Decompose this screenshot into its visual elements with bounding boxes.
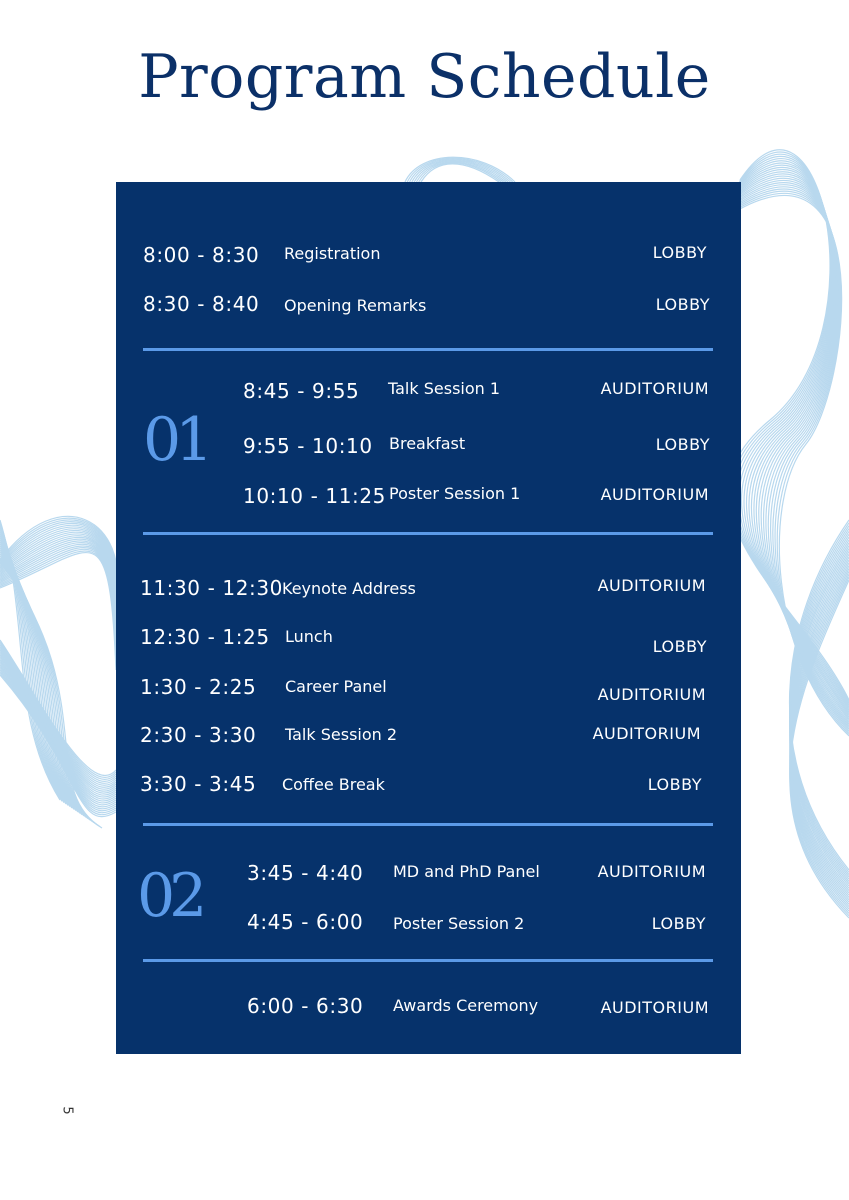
page-number: 5 <box>59 1106 75 1115</box>
session-location: AUDITORIUM <box>597 576 706 595</box>
session-activity: Career Panel <box>285 677 387 696</box>
schedule-panel <box>116 182 741 1054</box>
section-divider <box>143 348 713 351</box>
session-location: LOBBY <box>652 637 707 656</box>
session-time: 3:45 - 4:40 <box>247 861 364 885</box>
session-activity: Awards Ceremony <box>393 996 539 1015</box>
session-time: 2:30 - 3:30 <box>140 723 257 747</box>
session-activity: Poster Session 2 <box>393 914 525 933</box>
block-number: 02 <box>137 861 202 931</box>
session-activity: Talk Session 1 <box>388 379 501 398</box>
session-time: 8:45 - 9:55 <box>243 379 360 403</box>
session-location: LOBBY <box>651 914 706 933</box>
session-activity: Registration <box>284 244 381 263</box>
session-activity: Coffee Break <box>282 775 385 794</box>
session-location: AUDITORIUM <box>597 685 706 704</box>
session-time: 10:10 - 11:25 <box>243 484 387 508</box>
session-time: 12:30 - 1:25 <box>140 625 270 649</box>
session-time: 1:30 - 2:25 <box>140 675 257 699</box>
session-activity: Opening Remarks <box>284 296 427 315</box>
session-location: AUDITORIUM <box>600 485 709 504</box>
session-location: AUDITORIUM <box>600 998 709 1017</box>
session-location: AUDITORIUM <box>600 379 709 398</box>
session-time: 3:30 - 3:45 <box>140 772 257 796</box>
session-location: LOBBY <box>655 295 710 314</box>
session-location: LOBBY <box>655 435 710 454</box>
session-activity: Poster Session 1 <box>389 484 521 503</box>
session-time: 8:30 - 8:40 <box>143 292 260 316</box>
session-activity: Lunch <box>285 627 333 646</box>
session-location: AUDITORIUM <box>592 724 701 743</box>
page-title: Program Schedule <box>138 42 711 112</box>
session-time: 4:45 - 6:00 <box>247 910 364 934</box>
session-location: AUDITORIUM <box>597 862 706 881</box>
session-activity: Breakfast <box>389 434 466 453</box>
block-number: 01 <box>143 405 208 475</box>
session-time: 11:30 - 12:30 <box>140 576 284 600</box>
section-divider <box>143 959 713 962</box>
section-divider <box>143 823 713 826</box>
section-divider <box>143 532 713 535</box>
session-time: 9:55 - 10:10 <box>243 434 373 458</box>
session-activity: Talk Session 2 <box>285 725 398 744</box>
session-time: 8:00 - 8:30 <box>143 243 260 267</box>
session-time: 6:00 - 6:30 <box>247 994 364 1018</box>
session-activity: Keynote Address <box>282 579 416 598</box>
session-activity: MD and PhD Panel <box>393 862 540 881</box>
session-location: LOBBY <box>647 775 702 794</box>
session-location: LOBBY <box>652 243 707 262</box>
